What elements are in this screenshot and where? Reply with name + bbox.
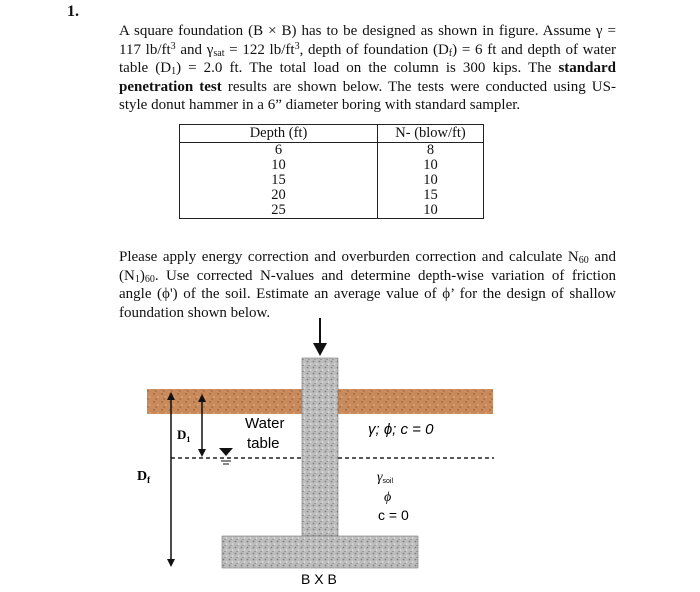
task-statement: Please apply energy correction and overburden correction and calculate $N_{60}$ and $(N_1)_{60}$. Use corrected N-values and determine depth-wise variation of friction angle (ϕ') of the soil. Estimate an average value of ϕ’ for the design of shallow foundation shown below. xyxy=(119,249,616,321)
depth-cell: 10 xyxy=(180,158,378,173)
depth-cell: 15 xyxy=(180,173,378,188)
n-value-cell: 8 xyxy=(378,143,484,159)
water-label-line1: Water xyxy=(245,415,285,432)
n-value-header: N- (blow/ft) xyxy=(378,125,484,143)
footing xyxy=(222,536,418,568)
question-number: 1. xyxy=(67,3,79,20)
d1-label: $D_1$ xyxy=(177,427,191,444)
n-value-cell: 10 xyxy=(378,173,484,188)
depth-cell: 25 xyxy=(180,203,378,219)
lower-soil-phi: ϕ xyxy=(384,490,392,505)
depth-cell: 20 xyxy=(180,188,378,203)
df-label: $D_f$ xyxy=(137,469,151,485)
depth-header: Depth (ft) xyxy=(180,125,378,143)
df-dimension xyxy=(167,392,175,567)
upper-soil-properties: γ; ϕ; c = 0 xyxy=(368,421,434,438)
footing-size-label: B X B xyxy=(301,571,337,587)
water-table-symbol-icon xyxy=(219,448,233,464)
ground-surface-right xyxy=(338,389,493,414)
n-value-cell: 10 xyxy=(378,203,484,219)
n-value-cell: 15 xyxy=(378,188,484,203)
lower-soil-cohesion: c = 0 xyxy=(378,507,409,523)
problem-statement: A square foundation (B × B) has to be designed as shown in figure. Assume γ = 117 $lb/ft^3$ and $\gamma_{sat} = 122$ $lb/ft^3$, depth of foundation $(D_f) = 6$ ft and depth of water table $(D_1) = 2.0$ ft. The total load on the column is 300 kips. The standard penetration test results are shown below. The tests were conducted using US- style donut hammer in a 6” diameter boring with standard sampler. xyxy=(119,23,616,114)
column xyxy=(302,358,338,536)
load-arrowhead xyxy=(313,343,327,356)
n-value-cell: 10 xyxy=(378,158,484,173)
depth-cell: 6 xyxy=(180,143,378,159)
lower-soil-gamma: γsoil xyxy=(377,470,394,485)
water-label-line2: table xyxy=(247,435,280,452)
